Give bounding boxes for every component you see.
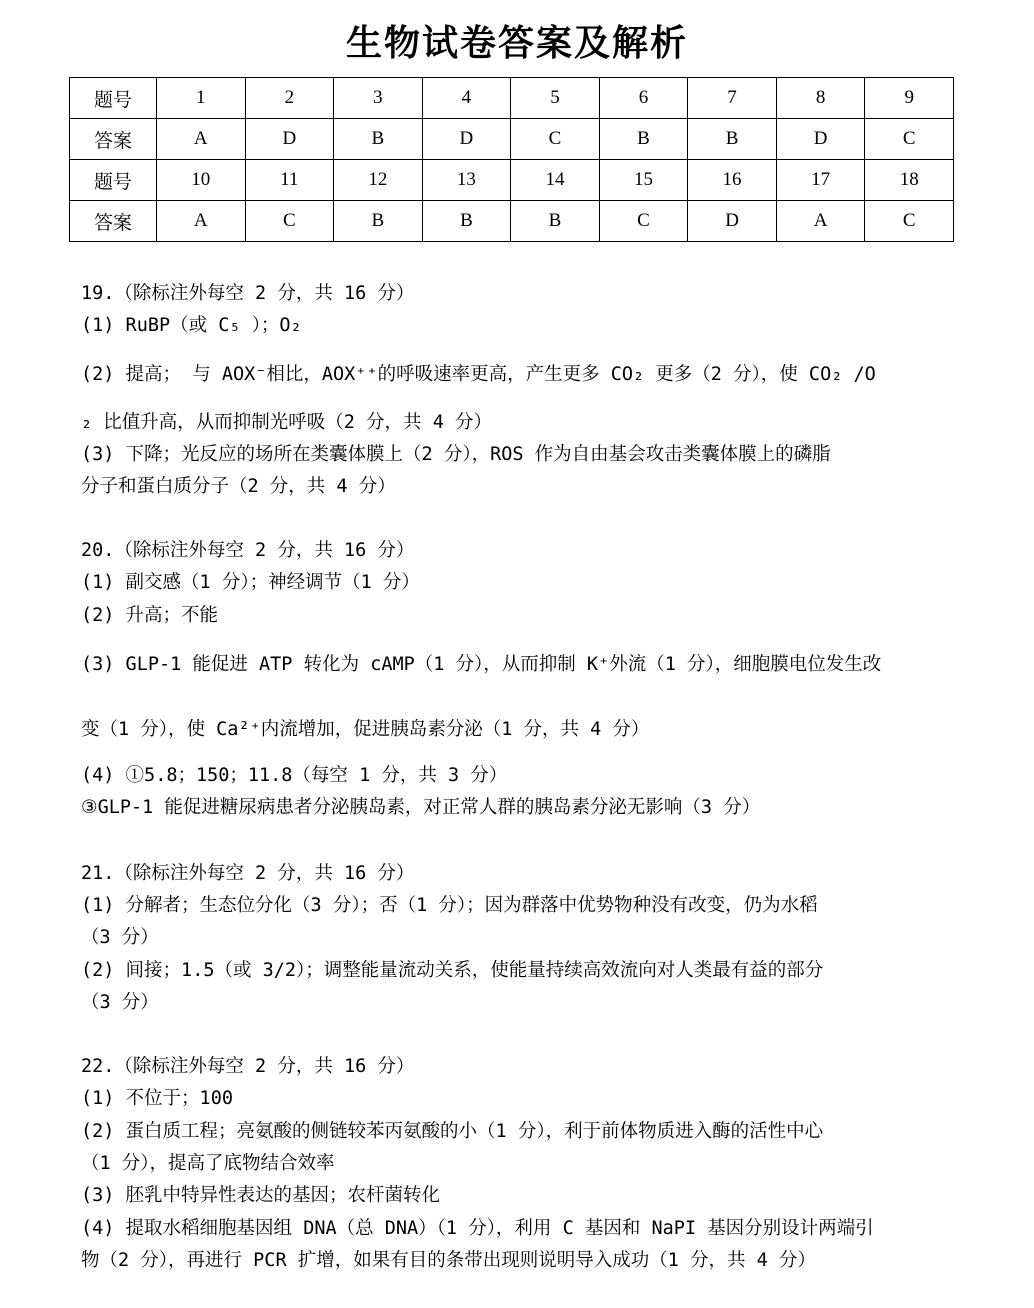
table-cell: A xyxy=(157,119,246,160)
answer-line: (2) 提高； 与 AOX⁻相比，AOX⁺⁺的呼吸速率更高，产生更多 CO₂ 更多（2 分），使 CO₂ /O xyxy=(81,364,876,385)
table-cell: 18 xyxy=(865,160,954,201)
answer-line: (3) 胚乳中特异性表达的基因；农杆菌转化 xyxy=(81,1185,441,1206)
answer-line: (2) 升高；不能 xyxy=(81,605,219,626)
answer-line: 变（1 分），使 Ca²⁺内流增加，促进胰岛素分泌（1 分，共 4 分） xyxy=(81,719,650,740)
table-cell: 2 xyxy=(245,78,334,119)
table-cell: 12 xyxy=(334,160,423,201)
answer-line: (1) 分解者；生态位分化（3 分）；否（1 分）；因为群落中优势物种没有改变，仍为水稻 xyxy=(81,895,818,916)
table-row xyxy=(70,160,954,201)
table-row xyxy=(70,119,954,160)
table-cell: 7 xyxy=(688,78,777,119)
answer-line: (3) GLP-1 能促进 ATP 转化为 cAMP（1 分），从而抑制 K⁺外流（1 分），细胞膜电位发生改 xyxy=(81,654,882,675)
table-cell: 3 xyxy=(334,78,423,119)
table-cell: 16 xyxy=(688,160,777,201)
table-cell: 14 xyxy=(511,160,600,201)
answer-table xyxy=(69,77,954,242)
table-row-label: 题号 xyxy=(70,78,157,119)
answer-line: (4) ①5.8；150；11.8（每空 1 分，共 3 分） xyxy=(81,765,508,786)
section-heading-21: 21.（除标注外每空 2 分，共 16 分） xyxy=(81,863,415,884)
answer-line: （3 分） xyxy=(81,992,159,1013)
answer-line: (4) 提取水稻细胞基因组 DNA（总 DNA）（1 分），利用 C 基因和 NaPI 基因分别设计两端引 xyxy=(81,1218,874,1239)
answer-line: (1) 副交感（1 分）；神经调节（1 分） xyxy=(81,572,420,593)
table-cell: D xyxy=(245,119,334,160)
table-cell: C xyxy=(511,119,600,160)
section-heading-22: 22.（除标注外每空 2 分，共 16 分） xyxy=(81,1056,415,1077)
table-cell: D xyxy=(776,119,865,160)
table-cell: C xyxy=(599,201,688,242)
table-cell: B xyxy=(334,201,423,242)
answer-line: 物（2 分），再进行 PCR 扩增，如果有目的条带出现则说明导入成功（1 分，共 4 分） xyxy=(81,1250,816,1271)
section-heading-19: 19.（除标注外每空 2 分，共 16 分） xyxy=(81,283,415,304)
table-cell: 11 xyxy=(245,160,334,201)
table-cell: B xyxy=(599,119,688,160)
table-cell: 9 xyxy=(865,78,954,119)
table-cell: B xyxy=(422,201,511,242)
table-cell: D xyxy=(422,119,511,160)
table-cell: 15 xyxy=(599,160,688,201)
table-cell: B xyxy=(511,201,600,242)
answer-line: (1) RuBP（或 C₅ ）；O₂ xyxy=(81,315,302,336)
table-cell: 1 xyxy=(157,78,246,119)
table-cell: B xyxy=(334,119,423,160)
table-row xyxy=(70,201,954,242)
answer-line: (1) 不位于；100 xyxy=(81,1088,233,1109)
answer-line: 分子和蛋白质分子（2 分，共 4 分） xyxy=(81,476,396,497)
table-cell: 10 xyxy=(157,160,246,201)
table-cell: C xyxy=(865,119,954,160)
answer-line: ₂ 比值升高，从而抑制光呼吸（2 分，共 4 分） xyxy=(81,412,492,433)
table-cell: C xyxy=(245,201,334,242)
table-row-label: 题号 xyxy=(70,160,157,201)
table-cell: 8 xyxy=(776,78,865,119)
table-row-label: 答案 xyxy=(70,201,157,242)
table-cell: B xyxy=(688,119,777,160)
table-cell: A xyxy=(776,201,865,242)
section-heading-20: 20.（除标注外每空 2 分，共 16 分） xyxy=(81,540,415,561)
table-cell: 5 xyxy=(511,78,600,119)
answer-line: (2) 间接；1.5（或 3/2）；调整能量流动关系，使能量持续高效流向对人类最有益的部分 xyxy=(81,960,824,981)
table-cell: 4 xyxy=(422,78,511,119)
table-cell: A xyxy=(157,201,246,242)
answer-line: ③GLP-1 能促进糖尿病患者分泌胰岛素，对正常人群的胰岛素分泌无影响（3 分） xyxy=(81,797,761,818)
table-cell: 13 xyxy=(422,160,511,201)
table-row xyxy=(70,78,954,119)
page-title: 生物试卷答案及解析 xyxy=(345,23,688,64)
answer-line: （3 分） xyxy=(81,927,159,948)
table-cell: D xyxy=(688,201,777,242)
table-cell: C xyxy=(865,201,954,242)
table-cell: 6 xyxy=(599,78,688,119)
table-row-label: 答案 xyxy=(70,119,157,160)
table-cell: 17 xyxy=(776,160,865,201)
answer-line: (2) 蛋白质工程；亮氨酸的侧链较苯丙氨酸的小（1 分），利于前体物质进入酶的活性中心 xyxy=(81,1121,824,1142)
answer-line: （1 分），提高了底物结合效率 xyxy=(81,1153,335,1174)
answer-line: (3) 下降；光反应的场所在类囊体膜上（2 分），ROS 作为自由基会攻击类囊体膜上的磷脂 xyxy=(81,444,831,465)
